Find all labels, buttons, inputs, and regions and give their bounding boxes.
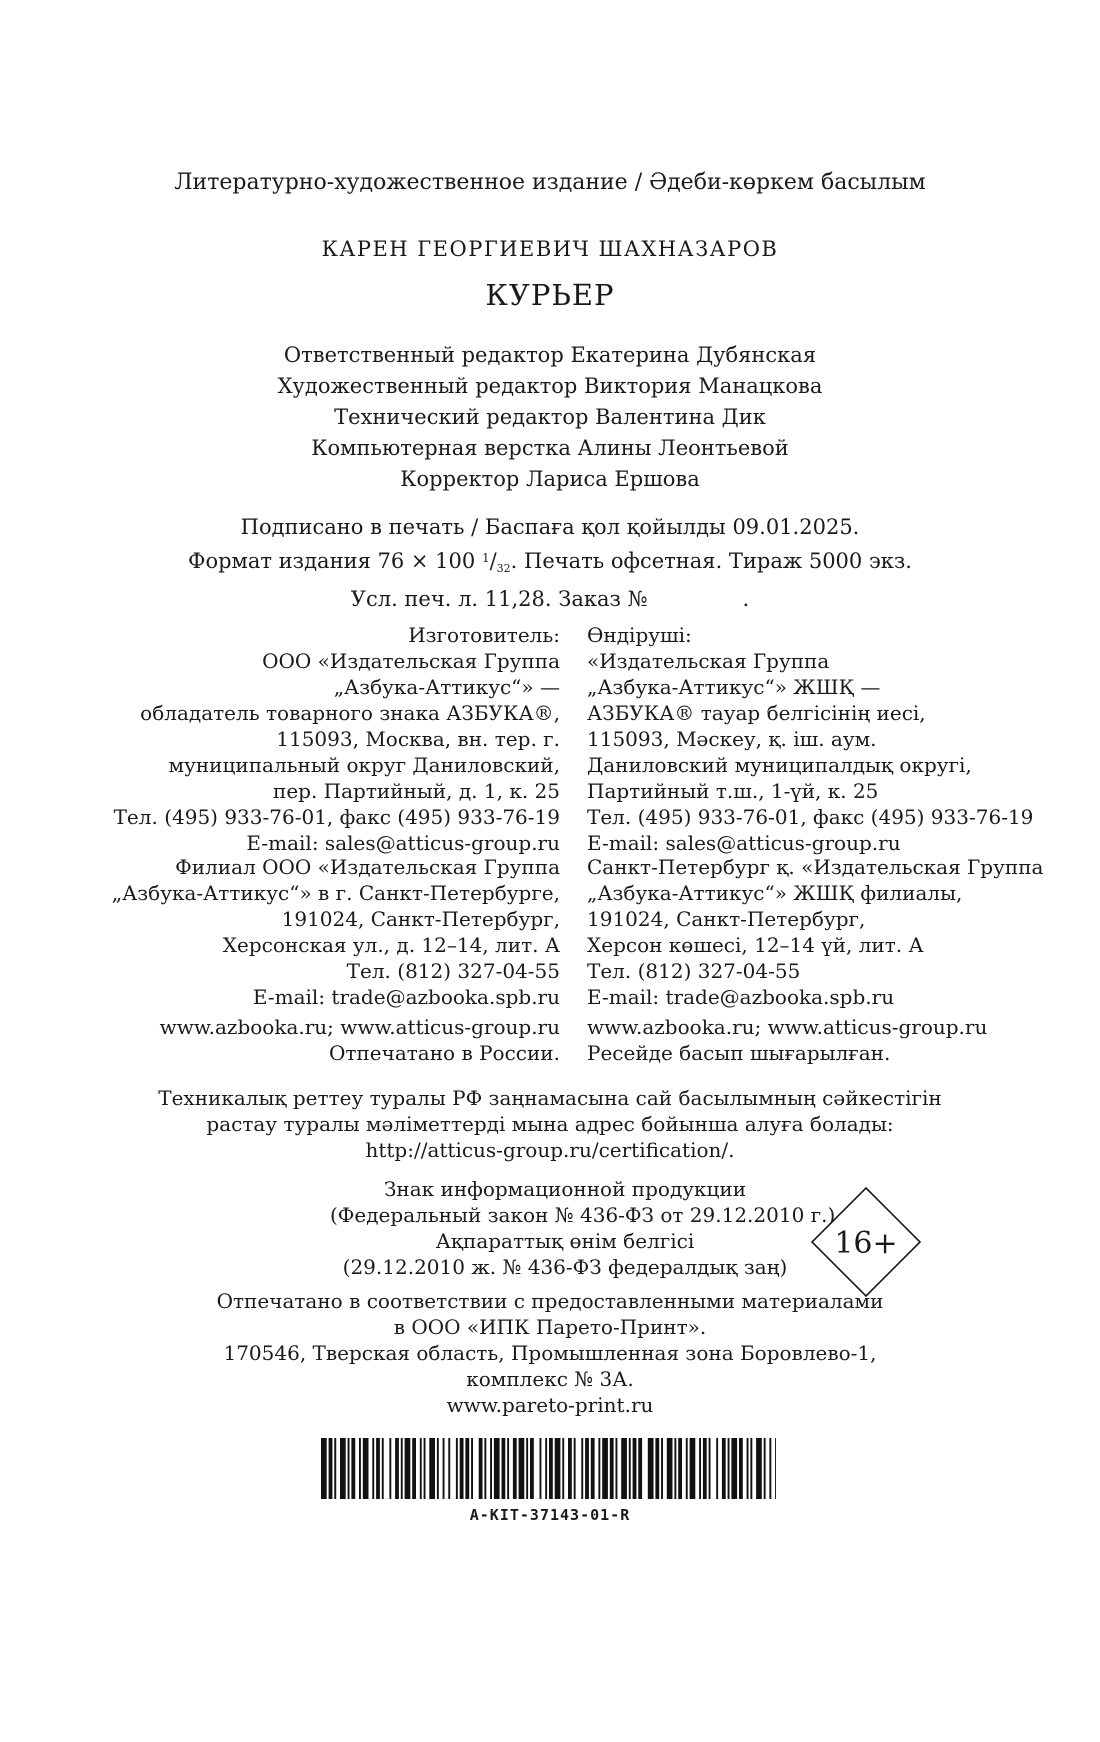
barcode-bar — [348, 1438, 350, 1499]
barcode-bar — [321, 1438, 327, 1499]
barcode-bar — [686, 1438, 688, 1499]
barcode-bar — [329, 1438, 333, 1499]
barcode-bar — [443, 1438, 445, 1499]
branch-ru-line: E-mail: trade@azbooka.spb.ru — [252, 985, 560, 1009]
barcode-bar — [629, 1438, 631, 1499]
manufacturer-kz-line: „Азбука-Аттикус“» ЖШҚ — — [587, 675, 881, 699]
barcode-bar — [648, 1438, 654, 1499]
barcode-bar — [389, 1438, 391, 1499]
barcode-bar — [621, 1438, 627, 1499]
book-title: КУРЬЕР — [485, 278, 615, 312]
barcode-bar — [460, 1438, 464, 1499]
web-ru — [0, 1014, 560, 1066]
branch-ru — [0, 854, 560, 1010]
branch-ru-line: „Азбука-Аттикус“» в г. Санкт-Петербурге, — [111, 881, 560, 905]
barcode-bar — [494, 1438, 500, 1499]
barcode-bar — [376, 1438, 380, 1499]
barcode-bar — [340, 1438, 346, 1499]
manufacturer-kz-line: Өндіруші: — [587, 623, 692, 647]
barcode-bar — [507, 1438, 509, 1499]
barcode-bar — [574, 1438, 576, 1499]
manufacturer-kz-line: Тел. (495) 933-76-01, факс (495) 933-76-19 — [587, 805, 1034, 829]
author-name: КАРЕН ГЕОРГИЕВИЧ ШАХНАЗАРОВ — [321, 237, 779, 261]
barcode-bar — [756, 1438, 762, 1499]
barcode-bar — [638, 1438, 642, 1499]
barcode-bar — [395, 1438, 399, 1499]
branch-ru-line: Тел. (812) 327-04-55 — [346, 959, 560, 983]
manufacturer-kz — [587, 622, 1033, 856]
barcode-code: A-KIT-37143-01-R — [469, 1506, 631, 1524]
barcode-bar — [437, 1438, 439, 1499]
credits-block — [0, 340, 1100, 495]
print-info — [0, 512, 1100, 615]
barcode-bar — [549, 1438, 553, 1499]
barcode-bar — [568, 1438, 572, 1499]
barcode-bar — [412, 1438, 416, 1499]
manufacturer-ru-line: обладатель товарного знака АЗБУКА®, — [140, 701, 560, 725]
printer-line: 170546, Тверская область, Промышленная зона Боровлево-1, — [223, 1341, 877, 1365]
website-link[interactable]: www.azbooka.ru; www.atticus-group.ru — [587, 1015, 988, 1039]
barcode-bar — [382, 1438, 384, 1499]
order-end: . — [742, 587, 750, 611]
barcode-bar — [424, 1438, 426, 1499]
barcode-bar — [581, 1438, 583, 1499]
format-suffix: . Печать офсетная. Тираж 5000 экз. — [510, 549, 912, 573]
barcode-bar — [540, 1438, 542, 1499]
barcode-bar — [661, 1438, 663, 1499]
manufacturer-kz-line: Партийный т.ш., 1-үй, к. 25 — [587, 779, 879, 803]
branch-ru-line: 191024, Санкт-Петербург, — [281, 907, 560, 931]
barcode-bar — [562, 1438, 564, 1499]
info-sign-line: Знак информационной продукции — [383, 1177, 747, 1201]
barcode-bar — [429, 1438, 435, 1499]
barcode-bar — [747, 1438, 749, 1499]
manufacturer-ru-line: E-mail: sales@atticus-group.ru — [246, 831, 560, 855]
printed-in-russia-kz: Ресейде басып шығарылған. — [587, 1041, 891, 1065]
manufacturer-ru-line: ООО «Издательская Группа — [262, 649, 560, 673]
manufacturer-kz-line: 115093, Мәскеу, қ. іш. аум. — [587, 727, 877, 751]
barcode-bar — [731, 1438, 737, 1499]
age-rating-badge — [810, 1186, 922, 1298]
credit-line: Технический редактор Валентина Дик — [334, 405, 766, 429]
barcode-bar — [602, 1438, 608, 1499]
barcode-bar — [519, 1438, 525, 1499]
manufacturer-ru-line: пер. Партийный, д. 1, к. 25 — [272, 779, 560, 803]
signed-line: Подписано в печать / Баспаға қол қойылды 09.01.2025. — [240, 515, 860, 539]
printer-line: комплекс № 3А. — [466, 1367, 634, 1391]
barcode-bar — [591, 1438, 595, 1499]
barcode-bar — [678, 1438, 682, 1499]
barcode-bar — [616, 1438, 618, 1499]
barcode-bar — [690, 1438, 696, 1499]
barcode-bar — [739, 1438, 743, 1499]
barcode-bar — [674, 1438, 676, 1499]
certification-block — [0, 1085, 1100, 1163]
barcode-bar — [479, 1438, 483, 1499]
barcode-bar — [555, 1438, 561, 1499]
credit-line: Корректор Лариса Ершова — [400, 467, 700, 491]
credit-line: Художественный редактор Виктория Манацкова — [277, 374, 823, 398]
manufacturer-kz-line: E-mail: sales@atticus-group.ru — [587, 831, 901, 855]
barcode-bar — [610, 1438, 614, 1499]
barcode-bar — [513, 1438, 517, 1499]
barcode-bar — [405, 1438, 411, 1499]
info-sign-line: Ақпараттық өнім белгісі — [435, 1229, 695, 1253]
barcode-bar — [465, 1438, 469, 1499]
manufacturer-ru — [0, 622, 560, 856]
manufacturer-kz-line: АЗБУКА® тауар белгісінің иесі, — [587, 701, 926, 725]
manufacturer-ru-line: муниципальный округ Даниловский, — [168, 753, 560, 777]
branch-kz-line: E-mail: trade@azbooka.spb.ru — [587, 985, 895, 1009]
barcode-bar — [502, 1438, 506, 1499]
certification-link[interactable]: http://atticus-group.ru/certification/. — [365, 1138, 735, 1162]
web-kz — [587, 1014, 987, 1066]
branch-kz-line: „Азбука-Аттикус“» ЖШҚ филиалы, — [587, 881, 963, 905]
info-sign-line: (Федеральный закон № 436-ФЗ от 29.12.2010 г.) — [330, 1203, 836, 1227]
branch-ru-line: Филиал ООО «Издательская Группа — [175, 855, 560, 879]
website-link[interactable]: www.azbooka.ru; www.atticus-group.ru — [159, 1015, 560, 1039]
branch-kz-line: Санкт-Петербург қ. «Издательская Группа — [587, 855, 1044, 879]
barcode-bar — [448, 1438, 450, 1499]
barcode-bar — [526, 1438, 528, 1499]
barcode-bar — [359, 1438, 361, 1499]
info-sign-line: (29.12.2010 ж. № 436-ФЗ федералдық заң) — [342, 1255, 788, 1279]
barcode-bar — [372, 1438, 374, 1499]
barcode-bar — [351, 1438, 355, 1499]
manufacturer-ru-line: 115093, Москва, вн. тер. г. — [276, 727, 560, 751]
barcode-bar — [490, 1438, 492, 1499]
barcode-bar — [655, 1438, 659, 1499]
manufacturer-ru-line: „Азбука-Аттикус“» — — [333, 675, 560, 699]
certification-line: растау туралы мәліметтерді мына адрес бойынша алуға болады: — [206, 1112, 894, 1136]
barcode-bar — [484, 1438, 486, 1499]
barcode-bar — [716, 1438, 718, 1499]
barcode-bar — [334, 1438, 336, 1499]
barcode-bar — [699, 1438, 701, 1499]
credit-line: Компьютерная верстка Алины Леонтьевой — [311, 436, 789, 460]
printer-link[interactable]: www.pareto-print.ru — [446, 1393, 654, 1417]
barcode-bar — [764, 1438, 766, 1499]
barcode-bar — [722, 1438, 726, 1499]
barcode-bar — [585, 1438, 589, 1499]
branch-kz-line: Тел. (812) 327-04-55 — [587, 959, 801, 983]
printer-block — [0, 1288, 1100, 1418]
barcode-bar — [728, 1438, 730, 1499]
barcode-bar — [633, 1438, 637, 1499]
header-line: Литературно-художественное издание / Әдеби-көркем басылым — [174, 170, 926, 195]
format-num: 1 — [481, 551, 490, 565]
order-text: Усл. печ. л. 11,28. Заказ № — [350, 587, 648, 611]
branch-kz — [587, 854, 1043, 1010]
barcode-bar — [598, 1438, 600, 1499]
info-sign-block — [330, 1176, 836, 1280]
branch-kz-line: Херсон көшесі, 12–14 үй, лит. А — [587, 933, 924, 957]
age-rating-text: 16+ — [834, 1226, 898, 1261]
manufacturer-kz-line: Даниловский муниципалдық округі, — [587, 753, 972, 777]
barcode-bar — [545, 1438, 547, 1499]
certification-line: Техникалық реттеу туралы РФ заңнамасына сай басылымның сәйкестігін — [158, 1086, 942, 1110]
barcode-bar — [703, 1438, 707, 1499]
branch-kz-line: 191024, Санкт-Петербург, — [587, 907, 866, 931]
barcode-bar — [456, 1438, 458, 1499]
format-prefix: Формат издания 76 × 100 — [188, 549, 482, 573]
barcode-bar — [769, 1438, 771, 1499]
format-line: Формат издания 76 × 100 $^1/_{32}$. Печать офсетная. Тираж 5000 экз. — [188, 549, 912, 575]
barcode-bar — [363, 1438, 369, 1499]
manufacturer-ru-line: Тел. (495) 933-76-01, факс (495) 933-76-19 — [113, 805, 560, 829]
manufacturer-ru-line: Изготовитель: — [408, 623, 560, 647]
barcode-bar — [420, 1438, 422, 1499]
branch-ru-line: Херсонская ул., д. 12–14, лит. А — [222, 933, 560, 957]
barcode — [321, 1438, 776, 1499]
manufacturer-kz-line: «Издательская Группа — [587, 649, 830, 673]
barcode-bar — [471, 1438, 473, 1499]
printer-line: в ООО «ИПК Парето-Принт». — [393, 1315, 707, 1339]
barcode-bar — [530, 1438, 534, 1499]
barcode-bar — [750, 1438, 752, 1499]
credit-line: Ответственный редактор Екатерина Дубянская — [283, 343, 817, 367]
barcode-bar — [667, 1438, 673, 1499]
printer-line: Отпечатано в соответствии с предоставленными материалами — [216, 1289, 884, 1313]
format-den: 32 — [496, 562, 511, 575]
order-line — [0, 584, 1100, 615]
printed-in-russia: Отпечатано в России. — [328, 1041, 560, 1065]
barcode-bar — [401, 1438, 403, 1499]
barcode-bar — [775, 1438, 776, 1499]
barcode-bar — [709, 1438, 711, 1499]
